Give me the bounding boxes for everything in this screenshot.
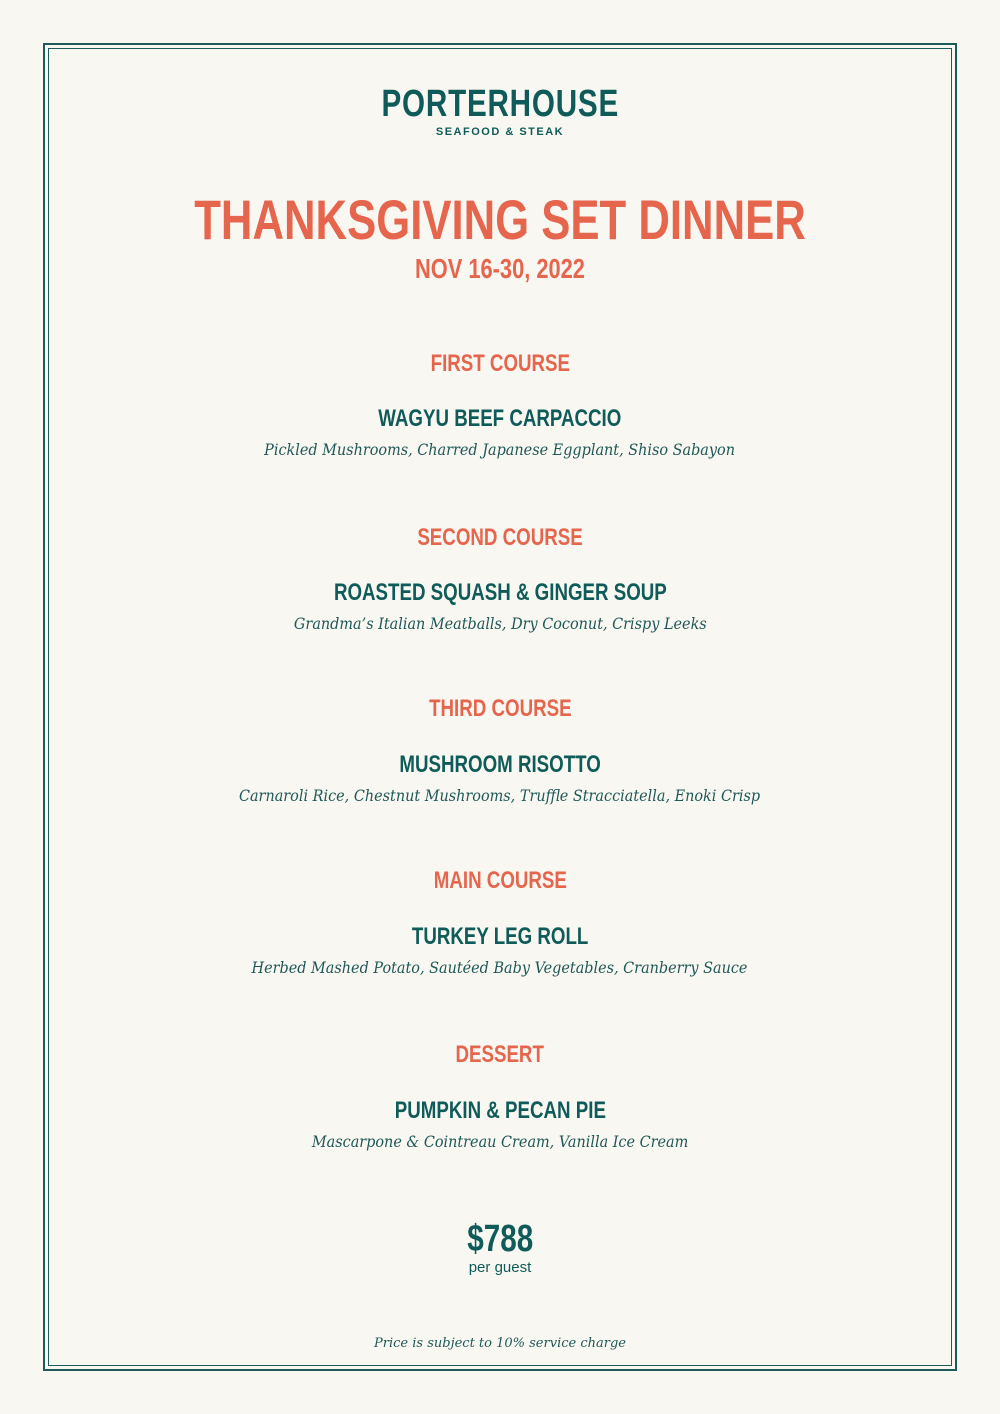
dish-name: MUSHROOM RISOTTO <box>399 751 601 778</box>
dish-description: Pickled Mushrooms, Charred Japanese Eggplant, Shiso Sabayon <box>264 440 736 459</box>
brand-logo: PORTERHOUSE <box>381 83 619 125</box>
dish-name: ROASTED SQUASH & GINGER SOUP <box>333 579 667 606</box>
dish-description: Herbed Mashed Potato, Sautéed Baby Vegetables, Cranberry Sauce <box>252 958 748 977</box>
dish-description: Carnaroli Rice, Chestnut Mushrooms, Truffle Stracciatella, Enoki Crisp <box>239 786 761 805</box>
dish-name: TURKEY LEG ROLL <box>411 923 589 950</box>
course-label: SECOND COURSE <box>417 524 583 551</box>
course-label: THIRD COURSE <box>428 695 572 722</box>
service-charge-note: Price is subject to 10% service charge <box>374 1336 626 1351</box>
price-unit: per guest <box>468 1259 532 1276</box>
course-label: MAIN COURSE <box>433 867 567 894</box>
course-label: DESSERT <box>455 1041 545 1068</box>
menu-dates: NOV 16-30, 2022 <box>415 253 585 284</box>
course-label: FIRST COURSE <box>430 350 570 377</box>
dish-name: WAGYU BEEF CARPACCIO <box>378 405 622 432</box>
dish-description: Mascarpone & Cointreau Cream, Vanilla Ice Cream <box>311 1132 689 1151</box>
dish-name: PUMPKIN & PECAN PIE <box>394 1097 606 1124</box>
price: $788 <box>467 1218 533 1260</box>
menu-title: THANKSGIVING SET DINNER <box>194 188 806 251</box>
brand-tagline: SEAFOOD & STEAK <box>435 126 565 138</box>
dish-description: Grandma’s Italian Meatballs, Dry Coconut, Crispy Leeks <box>293 614 707 633</box>
